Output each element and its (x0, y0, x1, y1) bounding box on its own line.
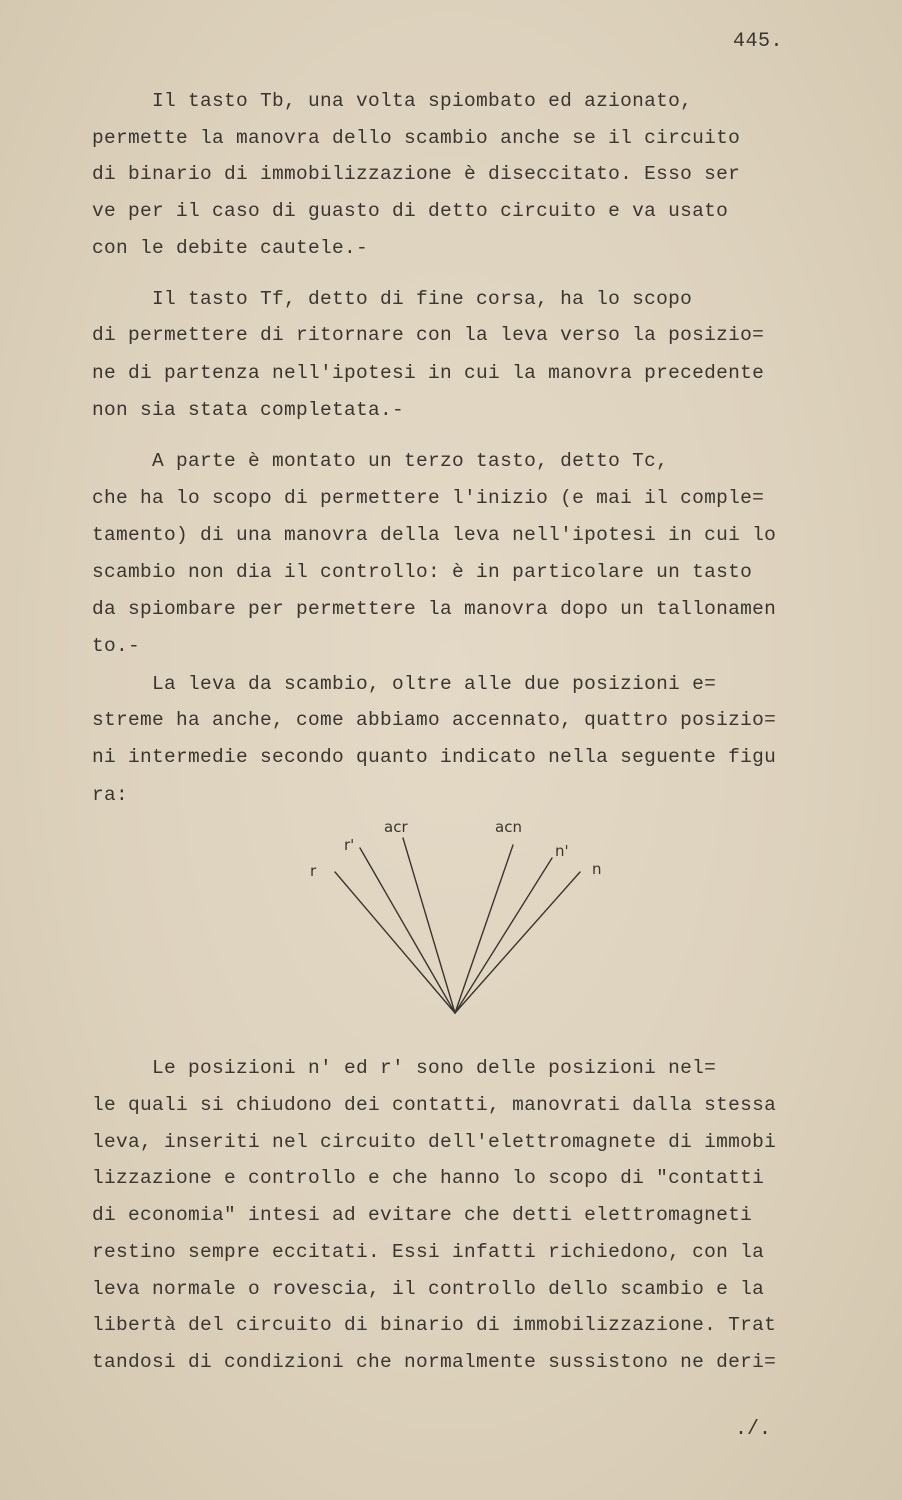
label-acn: acn (495, 818, 522, 836)
text-line: ni intermedie secondo quanto indicato nella seguente figu (92, 746, 777, 768)
text-line: non sia stata completata.- (92, 399, 405, 421)
lever-line-r (335, 872, 455, 1013)
text-line: ne di partenza nell'ipotesi in cui la manovra precedente (92, 362, 765, 384)
lever-line-n-prime (455, 858, 552, 1013)
lever-line-n (455, 872, 580, 1013)
lever-line-acr (403, 838, 455, 1013)
label-n: n (592, 860, 602, 878)
text-line: permette la manovra dello scambio anche se il circuito (92, 127, 741, 149)
text-line: restino sempre eccitati. Essi infatti richiedono, con la (92, 1241, 765, 1263)
text-line: ra: (92, 784, 129, 806)
text-line: Le posizioni n' ed r' sono delle posizioni nel= (92, 1057, 717, 1079)
text-line: leva, inseriti nel circuito dell'elettromagnete di immobi (92, 1131, 777, 1153)
text-line: to.- (92, 635, 141, 657)
text-line: ve per il caso di guasto di detto circuito e va usato (92, 200, 729, 222)
label-n-prime: n' (555, 842, 569, 860)
text-line: Il tasto Tf, detto di fine corsa, ha lo scopo (92, 288, 693, 310)
text-line: Il tasto Tb, una volta spiombato ed azionato, (92, 90, 693, 112)
text-line: scambio non dia il controllo: è in particolare un tasto (92, 561, 753, 583)
text-line: di economia" intesi ad evitare che detti elettromagneti (92, 1204, 753, 1226)
text-line: con le debite cautele.- (92, 237, 369, 259)
lever-line-acn (455, 845, 513, 1013)
text-line: di binario di immobilizzazione è diseccitato. Esso ser (92, 163, 741, 185)
text-line: leva normale o rovescia, il controllo dello scambio e la (92, 1278, 765, 1300)
lever-diagram (300, 810, 620, 1025)
text-line: libertà del circuito di binario di immobilizzazione. Trat (92, 1314, 777, 1336)
text-line: A parte è montato un terzo tasto, detto Tc, (92, 450, 669, 472)
text-line: La leva da scambio, oltre alle due posizioni e= (92, 673, 717, 695)
lever-line-r-prime (360, 848, 455, 1013)
lever-positions-figure (300, 810, 620, 1025)
continuation-mark: ./. (735, 1418, 772, 1441)
text-line: lizzazione e controllo e che hanno lo scopo di "contatti (92, 1167, 765, 1189)
page-number: 445. (733, 30, 784, 53)
text-line: le quali si chiudono dei contatti, manovrati dalla stessa (92, 1094, 777, 1116)
label-acr: acr (384, 818, 408, 836)
text-line: di permettere di ritornare con la leva verso la posizio= (92, 324, 765, 346)
text-line: tamento) di una manovra della leva nell'ipotesi in cui lo (92, 524, 777, 546)
text-line: streme ha anche, come abbiamo accennato, quattro posizio= (92, 709, 777, 731)
text-line: tandosi di condizioni che normalmente sussistono ne deri= (92, 1351, 777, 1373)
label-r-prime: r' (344, 836, 355, 854)
text-line: da spiombare per permettere la manovra dopo un tallonamen (92, 598, 777, 620)
text-line: che ha lo scopo di permettere l'inizio (e mai il comple= (92, 487, 765, 509)
label-r: r (310, 862, 317, 880)
